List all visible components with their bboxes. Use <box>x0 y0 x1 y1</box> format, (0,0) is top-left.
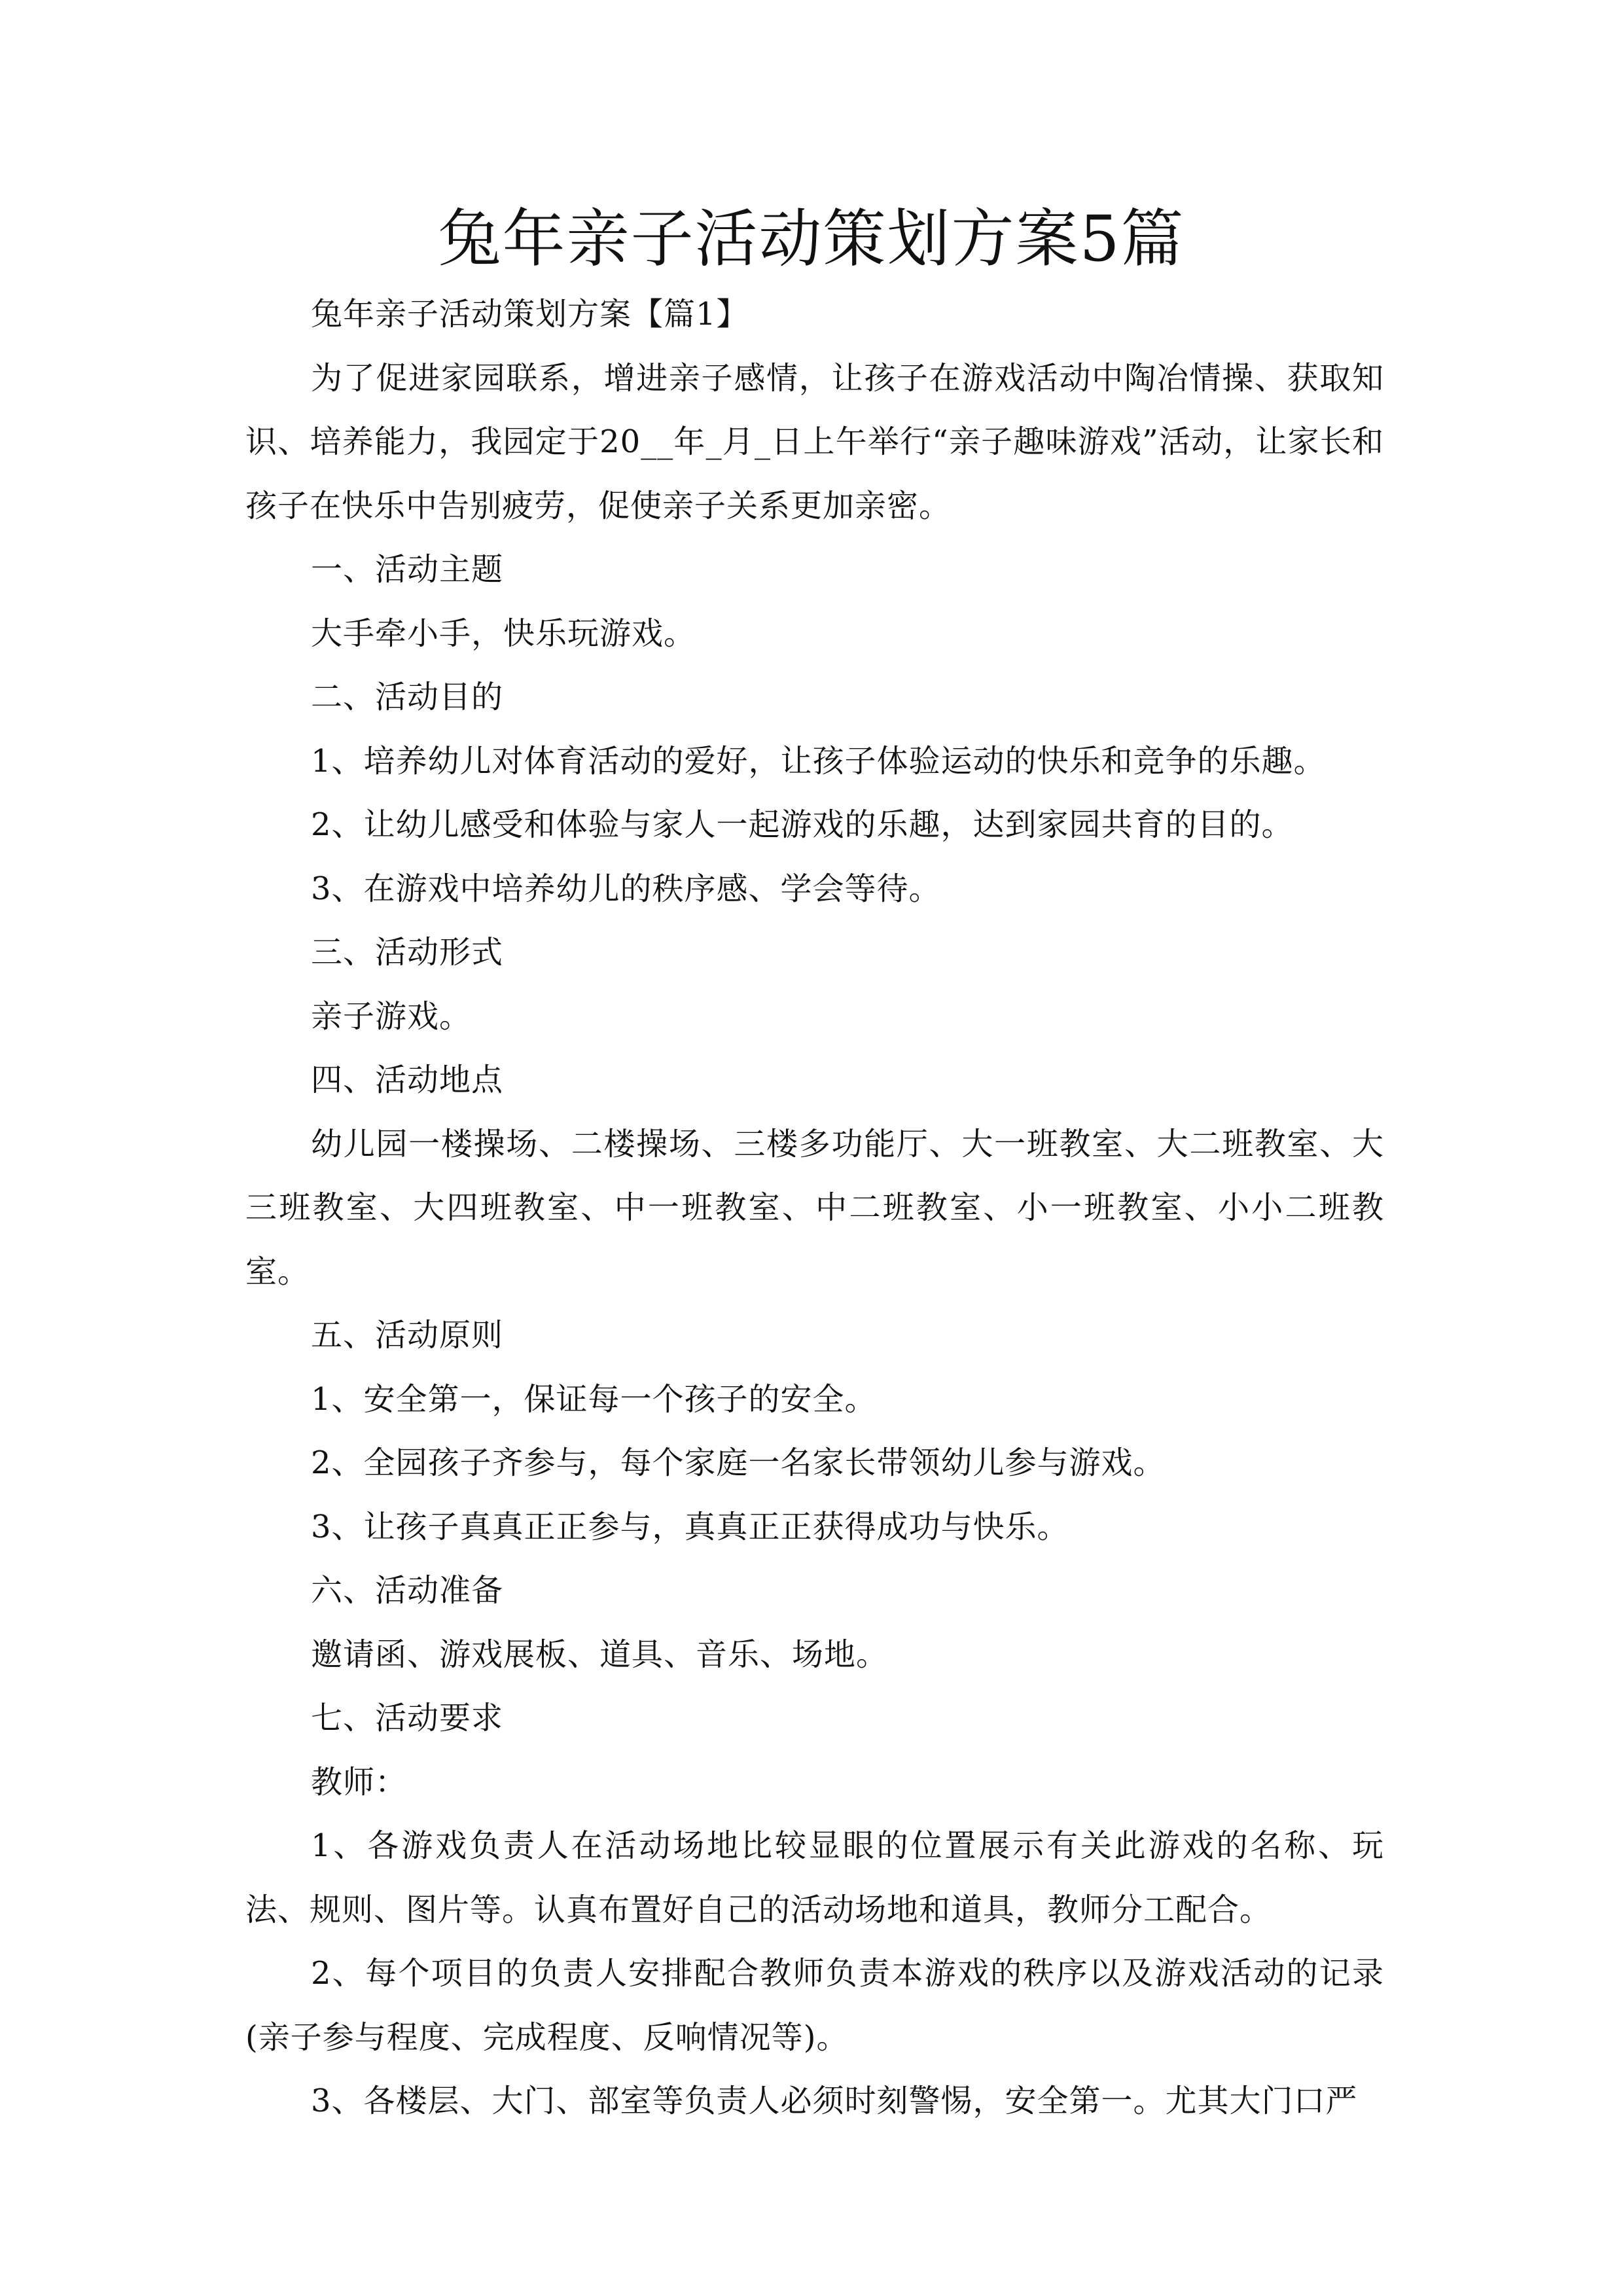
location-text: 幼儿园一楼操场、二楼操场、三楼多功能厅、大一班教室、大二班教室、大三班教室、大四班教室、中一班教室、中二班教室、小一班教室、小小二班教室。 <box>245 1125 1384 1290</box>
requirements-teacher-label: 教师： <box>311 1763 408 1801</box>
section-heading-theme: 一、活动主题 <box>311 551 504 588</box>
section-heading-requirements: 七、活动要求 <box>311 1700 504 1736</box>
purpose-item-3: 3、在游戏中培养幼儿的秩序感、学会等待。 <box>311 870 941 907</box>
section-heading-principles: 五、活动原则 <box>311 1317 504 1354</box>
requirement-item-3: 3、各楼层、大门、部室等负责人必须时刻警惕，安全第一。尤其大门口严 <box>311 2083 1358 2119</box>
requirement-item-2: 2、每个项目的负责人安排配合教师负责本游戏的秩序以及游戏活动的记录(亲子参与程度、完成程度、反响情况等)。 <box>245 1955 1384 2056</box>
purpose-item-2: 2、让幼儿感受和体验与家人一起游戏的乐趣，达到家园共育的目的。 <box>311 806 1294 843</box>
section-heading-preparation: 六、活动准备 <box>311 1572 504 1609</box>
section-heading-purpose: 二、活动目的 <box>311 679 504 715</box>
principle-item-2: 2、全园孩子齐参与，每个家庭一名家长带领幼儿参与游戏。 <box>311 1444 1166 1481</box>
principle-item-1: 1、安全第一，保证每一个孩子的安全。 <box>311 1380 877 1418</box>
requirement-item-1: 1、各游戏负责人在活动场地比较显眼的位置展示有关此游戏的名称、玩法、规则、图片等。认真布置好自己的活动场地和道具，教师分工配合。 <box>245 1827 1384 1928</box>
theme-text: 大手牵小手，快乐玩游戏。 <box>311 615 696 652</box>
section-heading-location: 四、活动地点 <box>311 1062 504 1098</box>
purpose-item-1: 1、培养幼儿对体育活动的爱好，让孩子体验运动的快乐和竞争的乐趣。 <box>311 742 1326 780</box>
section-heading-form: 三、活动形式 <box>311 934 504 971</box>
section-heading-part1: 兔年亲子活动策划方案【篇1】 <box>311 296 749 332</box>
intro-paragraph: 为了促进家园联系，增进亲子感情，让孩子在游戏活动中陶冶情操、获取知识、培养能力，我园定于20__年_月_日上午举行“亲子趣味游戏”活动，让家长和孩子在快乐中告别疲劳，促使亲子关系更加亲密。 <box>245 359 1384 524</box>
principle-item-3: 3、让孩子真真正正参与，真真正正获得成功与快乐。 <box>311 1508 1069 1545</box>
form-text: 亲子游戏。 <box>311 997 472 1035</box>
preparation-text: 邀请函、游戏展板、道具、音乐、场地。 <box>311 1636 889 1673</box>
document-title: 兔年亲子活动策划方案5篇 <box>438 202 1185 276</box>
document-body <box>245 283 1384 2134</box>
